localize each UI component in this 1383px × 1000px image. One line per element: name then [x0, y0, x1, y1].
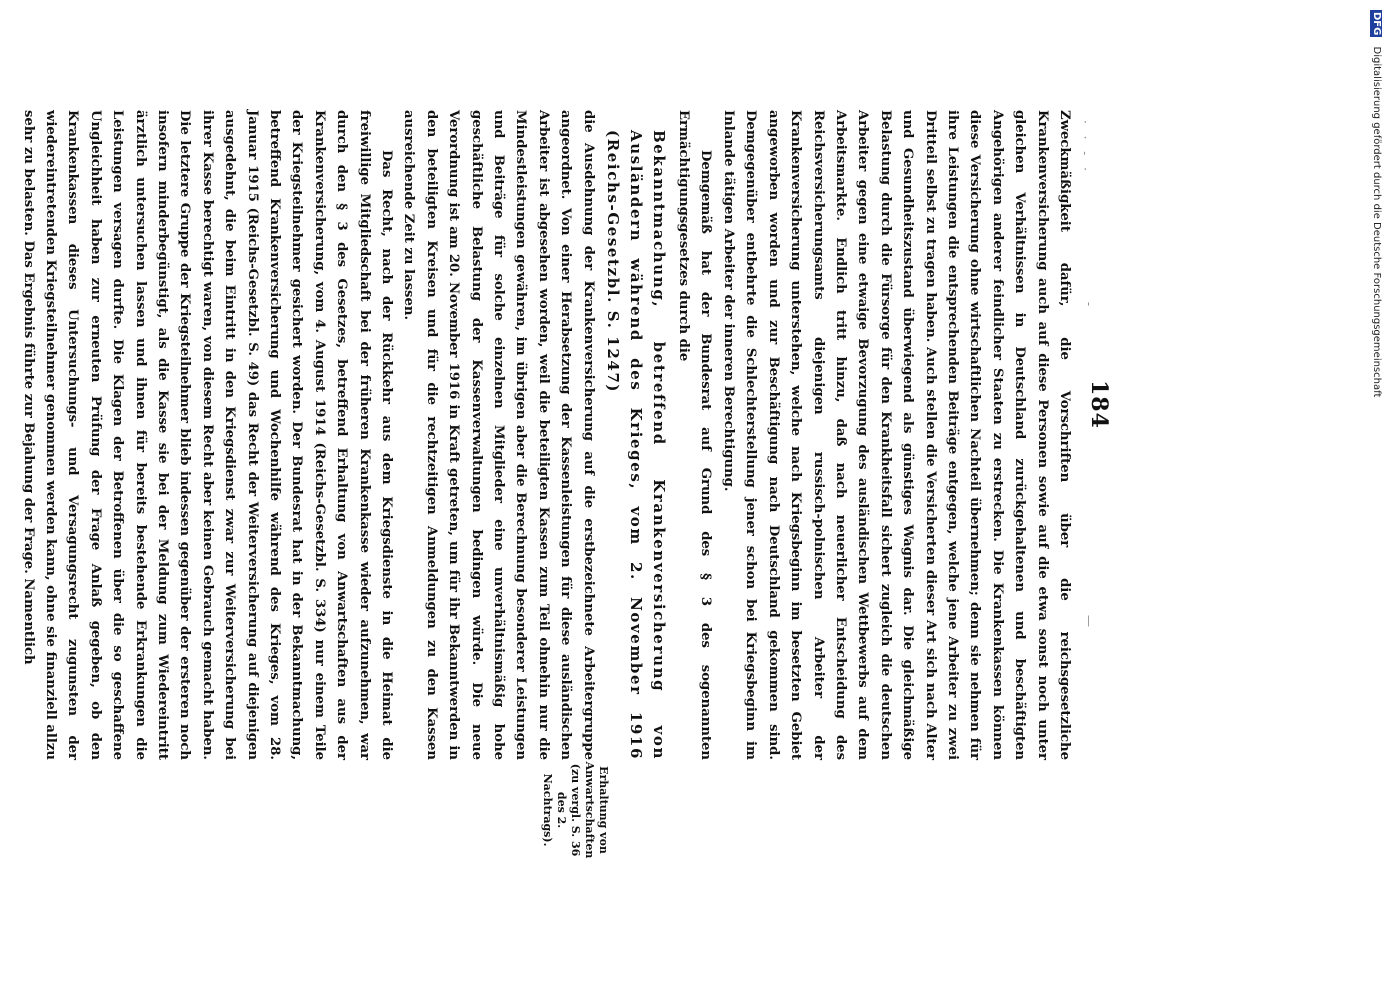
rotated-page	[0, 80, 1210, 859]
digitization-note: Digitalisierung gefördert durch die Deutsche Forschungsgemeinschaft	[1371, 46, 1382, 398]
paragraph-3: die Ausdehnung der Krankenversicherung auf die erstbezeichnete Arbeitergruppe angeordnet. Von einer Herabsetzung der Kassenleistungen für diese ausländischen Arbeiter ist abgesehen worden, weil die beteiligten Kassen zum Teil ohnehin nur die Mindestleistungen gewähren, im übrigen aber die Berechnung besonderer Leistungen und Beiträge für solche einzelnen Mitglieder eine unverhältnismäßig hohe geschäftliche Belastung der Kassenverwaltungen bedingen würde. Die neue Verordnung ist am 20. November 1916 in Kraft getreten, um für ihr Bekanntwerden in den beteiligten Kreisen und für die rechtzeitigen Anmeldungen zu den Kassen ausreichende Zeit zu lassen.	[401, 110, 596, 760]
main-text	[16, 110, 1075, 760]
ordinance-heading: Bekanntmachung, betreffend Krankenversicherung von Ausländern während des Krieges, vom 2. November 1916 (Reichs-Gesetzbl. S. 1247)	[603, 130, 668, 760]
paragraph-1: Zweckmäßigkeit dafür, die Vorschriften über die reichsgesetzliche Krankenversicherung auch auf diese Personen sowie auf die etwa sonst noch unter gleichen Verhältnissen in Deutschland zurückgehaltenen und beschäftigten Angehörigen anderer feindlicher Staaten zu erstrecken. Die Krankenkassen können diese Versicherung ohne wirtschaftlichen Nachteil übernehmen; denn sie nehmen für ihre Leistungen die entsprechenden Beiträge entgegen, welche jene Arbeiter zu zwei Dritteil selbst zu tragen haben. Auch stellen die Versicherten dieser Art sich nach Alter und Gesundheitszustand überwiegend als günstiges Wagnis dar. Die gleichmäßige Belastung durch die Fürsorge für den Krankheitsfall sichert zugleich die deutschen Arbeiter gegen eine etwaige Bevorzugung des ausländischen Wettbewerbs auf dem Arbeitsmarkte. Endlich tritt hinzu, daß nach neuerlicher Entscheidung des Reichsversicherungsamts diejenigen russisch-polnischen Arbeiter der Krankenversicherung unterstehen, welche nach Kriegsbeginn im besetzten Gebiet angeworben worden und zur Beschäftigung nach Deutschland gekommen sind. Demgegenüber entbehrte die Schlechterstellung jener schon bei Kriegsbeginn im Inlande tätigen Arbeiter der inneren Berechtigung.	[720, 110, 1072, 760]
paragraph-4: Das Recht, nach der Rückkehr aus dem Kriegsdienste in die Heimat die freiwillige Mitgliedschaft bei der früheren Krankenkasse wieder aufzunehmen, war durch den § 3 des Gesetzes, betreffend Erhaltung von Anwartschaften aus der Krankenversicherung, vom 4. August 1914 (Reichs-Gesetzbl. S. 334) nur einem Teile der Kriegsteilnehmer gesichert worden. Der Bundesrat hat in der Bekanntmachung, betreffend Krankenversicherung und Wochenhilfe während des Krieges, vom 28. Januar 1915 (Reichs-Gesetzbl. S. 49) das Recht der Weiterversicherung auf diejenigen ausgedehnt, die beim Eintritt in den Kriegsdienst zwar zur Weiterversicherung bei ihrer Kasse berechtigt waren, von diesem Recht aber keinen Gebrauch gemacht haben. Die letztere Gruppe der Kriegsteilnehmer blieb indessen gegenüber der ersteren noch insofern minderbegünstigt, als die Kasse sie bei der Meldung zum Wiedereintritt ärztlich untersuchen lassen und ihnen für bereits bestehende Erkrankungen die Leistungen versagen durfte. Die Klagen der Betroffenen über die so geschaffene Ungleichheit haben zur erneuten Prüfung der Frage Anlaß gegeben, ob den Krankenkassen dieses Untersuchungs- und Versagungsrecht zugunsten der wiedereintretenden Kriegsteilnehmer genommen werden kann, ohne sie finanziell allzu sehr zu belasten. Das Ergebnis führte zur Bejahung der Frage. Namentlich	[20, 110, 395, 760]
paragraph-2: Demgemäß hat der Bundesrat auf Grund des § 3 des sogenannten Ermächtigungsgesetzes durch die	[676, 110, 714, 760]
scan-artifact-left: · · ‐ ·	[1078, 120, 1092, 175]
dfg-credit	[1370, 10, 1382, 990]
scan-artifact-right: —	[1082, 615, 1096, 627]
margin-note: Erhaltung von Anwartschaften (zu vergl. S. 36 des 2. Nachtrags).	[541, 761, 610, 859]
scan-artifact-mid: ‐	[1082, 302, 1096, 307]
page-number: 184	[1086, 380, 1112, 429]
dfg-credit-strip	[1370, 10, 1382, 990]
dfg-logo: DFG	[1371, 12, 1382, 36]
